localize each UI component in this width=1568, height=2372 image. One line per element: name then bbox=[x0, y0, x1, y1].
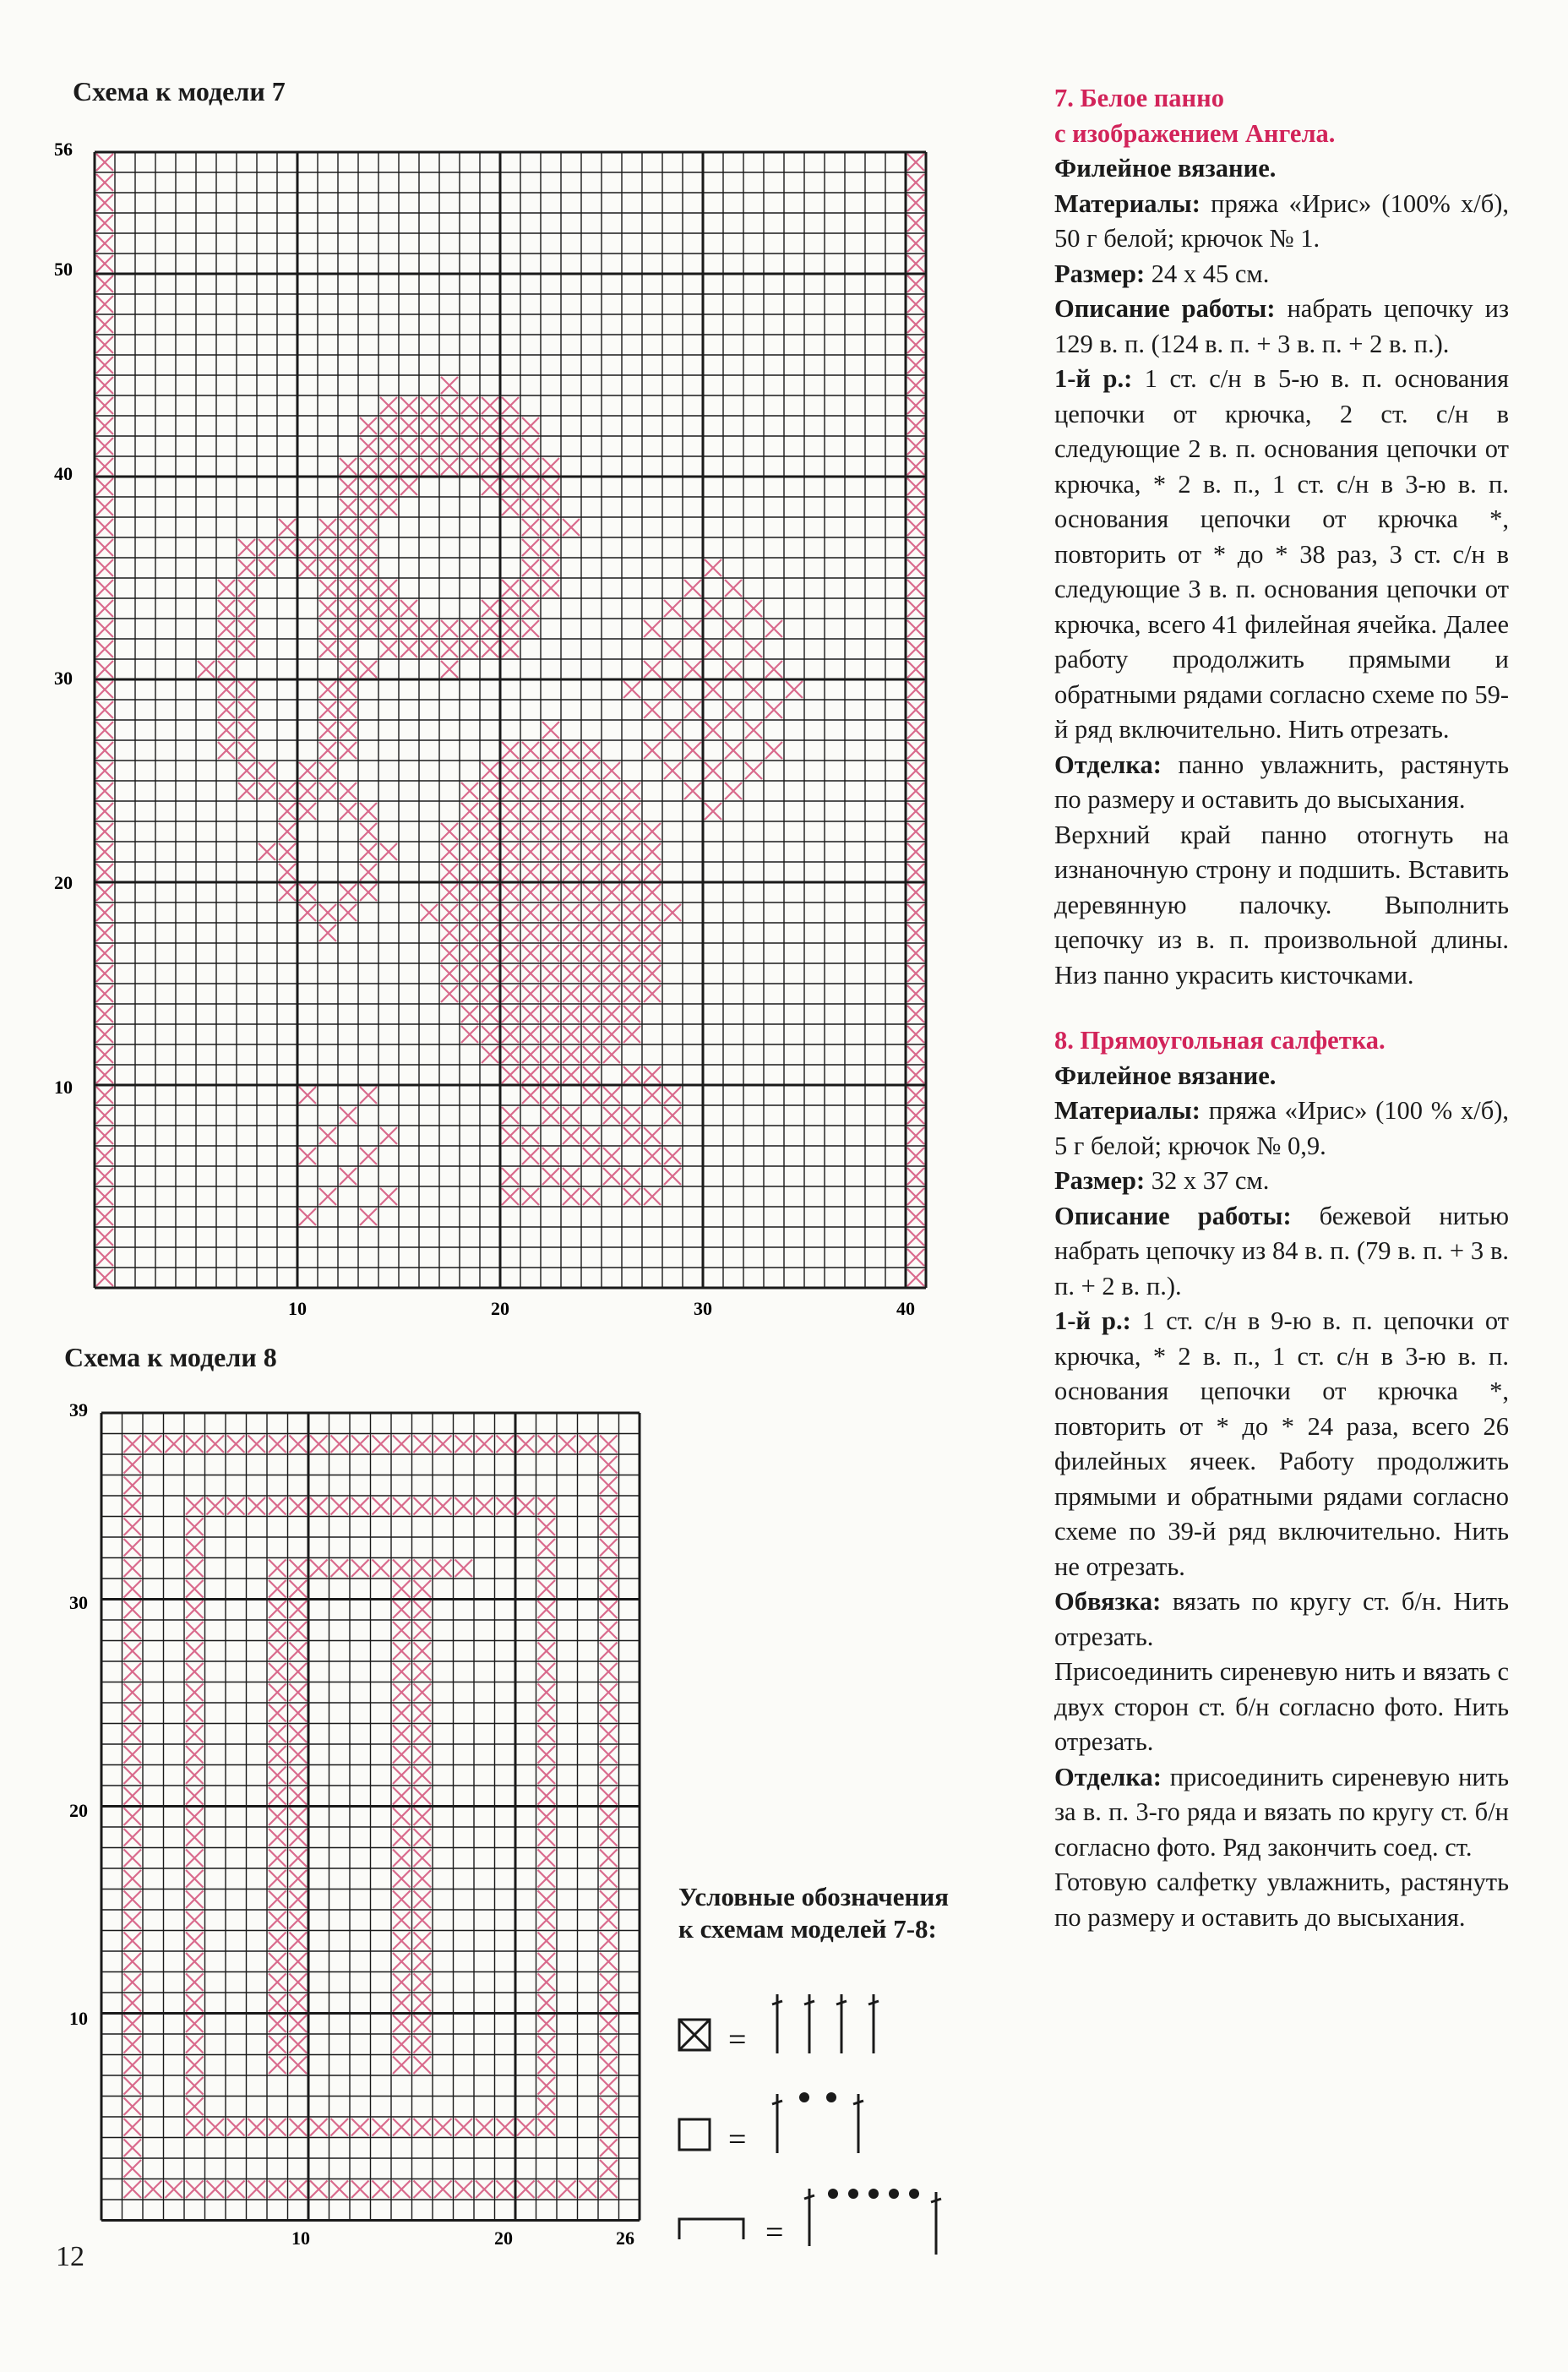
stitch-four-icon bbox=[772, 1994, 879, 2053]
model8-technique: Филейное вязание. bbox=[1054, 1061, 1277, 1090]
schema7-y-label-56: 56 bbox=[54, 139, 73, 160]
schema8-x-label-20: 20 bbox=[494, 2227, 513, 2249]
model7-materials-text: пряжа «Ирис» (100% х/б), 50 г белой; крючок № 1. bbox=[1054, 188, 1509, 253]
legend-equals-2: = bbox=[728, 2122, 747, 2157]
stitch-bar-icon bbox=[804, 2189, 941, 2255]
schema8-y-label-39: 39 bbox=[69, 1399, 88, 1420]
model8-edging-label: Обвязка: bbox=[1054, 1587, 1162, 1616]
model8-size-label: Размер: bbox=[1054, 1166, 1146, 1195]
model7-materials-label: Материалы: bbox=[1054, 188, 1200, 218]
schema7-x-label-10: 10 bbox=[288, 1298, 307, 1319]
schema7-y-label-10: 10 bbox=[54, 1077, 73, 1098]
model8-finish-label: Отделка: bbox=[1054, 1762, 1162, 1791]
schema7-y-label-20: 20 bbox=[54, 872, 73, 893]
model8-row1-text: 1 ст. с/н в 9-ю в. п. цепочки от крючка, * 2 в. п., 1 ст. с/н в 3-ю в. п. основания цепочки от крючка *, повторить от * до * 24 раза, всего 26 филейных ячеек. Работу продолжить прямыми и обратными рядами согласно схеме по 39-й ряд включительно. Нить не отрезать. bbox=[1054, 1306, 1509, 1581]
model8-description bbox=[1054, 1199, 1509, 1305]
model7-description-text: набрать цепочку из 129 в. п. (124 в. п. + 3 в. п. + 2 в. п.). bbox=[1054, 294, 1509, 358]
model8-row1 bbox=[1054, 1304, 1509, 1584]
instructions-column bbox=[1054, 81, 1509, 1935]
model7-materials bbox=[1054, 187, 1509, 257]
legend-symbols bbox=[676, 1986, 980, 2265]
schema7-grid bbox=[95, 152, 926, 1288]
schema8-x-label-26: 26 bbox=[616, 2227, 634, 2249]
model8-materials-label: Материалы: bbox=[1054, 1096, 1200, 1125]
model7-row1 bbox=[1054, 362, 1509, 748]
model7-finish-text: панно увлажнить, растянуть по размеру и оставить до высыхания. bbox=[1054, 750, 1509, 814]
legend-title-line2: к схемам моделей 7-8: bbox=[678, 1914, 937, 1944]
model7-size-text: 24 х 45 см. bbox=[1145, 259, 1270, 288]
model7-description bbox=[1054, 292, 1509, 362]
schema8-x-label-10: 10 bbox=[291, 2227, 310, 2249]
open-bracket-icon bbox=[679, 2219, 743, 2239]
model7-finish-label: Отделка: bbox=[1054, 750, 1162, 779]
schema8-y-label-30: 30 bbox=[69, 1592, 88, 1613]
model7-size bbox=[1054, 257, 1509, 292]
model7-finish bbox=[1054, 748, 1509, 818]
model8-description-label: Описание работы: bbox=[1054, 1201, 1292, 1230]
model7-technique: Филейное вязание. bbox=[1054, 154, 1277, 183]
model8-finish-text: присоединить сиреневую нить за в. п. 3-го ряда и вязать по кругу ст. б/н согласно фото. Ряд закончить соед. ст. bbox=[1054, 1762, 1509, 1862]
schema7-x-label-40: 40 bbox=[896, 1298, 915, 1319]
model8-attach: Присоединить сиреневую нить и вязать с двух сторон ст. б/н согласно фото. Нить отрезать. bbox=[1054, 1657, 1509, 1756]
stitch-mesh-icon bbox=[772, 2092, 863, 2153]
legend-equals-1: = bbox=[728, 2022, 747, 2058]
model7-title-line2: с изображением Ангела. bbox=[1054, 118, 1336, 148]
schema7-y-label-30: 30 bbox=[54, 668, 73, 689]
legend-title-line1: Условные обозначения bbox=[678, 1882, 950, 1911]
schema7-title: Схема к модели 7 bbox=[73, 76, 286, 106]
legend-equals-3: = bbox=[765, 2215, 784, 2250]
model8-edging bbox=[1054, 1584, 1509, 1655]
schema8-chart bbox=[51, 1399, 659, 2261]
model8-row1-label: 1-й р.: bbox=[1054, 1306, 1131, 1335]
model8-edging-text: вязать по кругу ст. б/н. Нить отрезать. bbox=[1054, 1587, 1509, 1651]
schema7-x-label-30: 30 bbox=[694, 1298, 712, 1319]
model8-materials-text: пряжа «Ирис» (100 % х/б), 5 г белой; крючок № 0,9. bbox=[1054, 1096, 1509, 1160]
schema7-y-label-50: 50 bbox=[54, 259, 73, 280]
legend-title bbox=[678, 1881, 949, 1945]
model8-size-text: 32 х 37 см. bbox=[1145, 1166, 1270, 1195]
empty-square-icon bbox=[679, 2119, 710, 2150]
schema8-title: Схема к модели 8 bbox=[64, 1342, 277, 1372]
page-number: 12 bbox=[56, 2241, 84, 2272]
model8-title: 8. Прямоугольная салфетка. bbox=[1054, 1026, 1386, 1055]
model7-description-label: Описание работы: bbox=[1054, 294, 1276, 323]
schema8-y-label-10: 10 bbox=[69, 2008, 88, 2029]
schema8-y-label-20: 20 bbox=[69, 1800, 88, 1821]
model8-description-text: бежевой нитью набрать цепочку из 84 в. п. (79 в. п. + 3 в. п. + 2 в. п.). bbox=[1054, 1201, 1510, 1301]
model7-row1-label: 1-й р.: bbox=[1054, 364, 1133, 393]
schema8-grid bbox=[101, 1413, 640, 2221]
schema7-chart bbox=[51, 135, 963, 1327]
crossed-square-icon bbox=[679, 2020, 710, 2050]
model8-final: Готовую салфетку увлажнить, растянуть по размеру и оставить до высыхания. bbox=[1054, 1868, 1509, 1932]
model7-extra: Верхний край панно отогнуть на изнаночную строну и подшить. Вставить деревянную палочку. Выполнить цепочку из в. п. произвольной длины. Низ панно украсить кисточками. bbox=[1054, 820, 1509, 990]
model7-row1-text: 1 ст. с/н в 5-ю в. п. основания цепочки от крючка, 2 ст. с/н в следующие 2 в. п. основания цепочки от крючка, * 2 в. п., 1 ст. с/н в 3-ю в. п. основания цепочки от крючка *, повторить от * до * 38 раз, 3 ст. с/н в следующие 3 в. п. основания цепочки от крючка, всего 41 филейная ячейка. Далее работу продолжить прямыми и обратными рядами согласно схеме по 59-й ряд включительно. Нить отрезать. bbox=[1054, 364, 1509, 744]
schema7-y-label-40: 40 bbox=[54, 463, 73, 484]
model7-title-line1: 7. Белое панно bbox=[1054, 84, 1224, 112]
model7-size-label: Размер: bbox=[1054, 259, 1146, 288]
model8-finish bbox=[1054, 1760, 1509, 1866]
model8-size bbox=[1054, 1164, 1509, 1199]
schema7-x-label-20: 20 bbox=[491, 1298, 509, 1319]
model8-materials bbox=[1054, 1093, 1509, 1164]
